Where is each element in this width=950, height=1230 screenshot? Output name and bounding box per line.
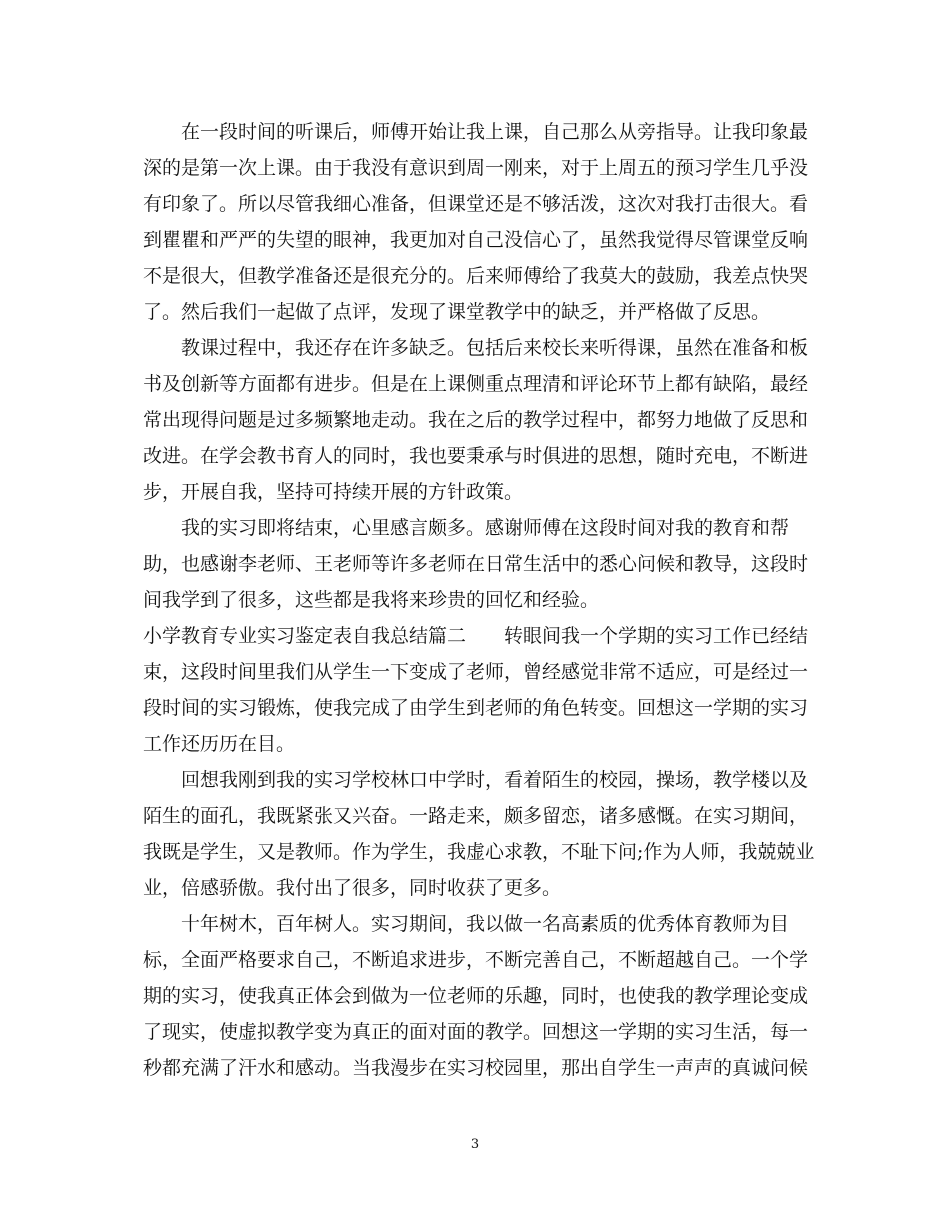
text-line: 步，开展自我，坚持可持续开展的方针政策。 <box>143 481 524 503</box>
text-line: 不是很大，但教学准备还是很充分的。后来师傅给了我莫大的鼓励，我差点快哭 <box>143 265 809 287</box>
text-line: 工作还历历在目。 <box>143 733 296 755</box>
text-line: 有印象了。所以尽管我细心准备，但课堂还是不够活泼，这次对我打击很大。看 <box>143 193 809 215</box>
text-line: 深的是第一次上课。由于我没有意识到周一刚来，对于上周五的预习学生几乎没 <box>143 157 809 179</box>
text-line: 秒都充满了汗水和感动。当我漫步在实习校园里，那出自学生一声声的真诚问候 <box>143 1057 809 1079</box>
section-heading-line: 小学教育专业实习鉴定表自我总结篇二 转眼间我一个学期的实习工作已经结 <box>143 625 809 647</box>
text-line: 间我学到了很多，这些都是我将来珍贵的回忆和经验。 <box>143 589 600 611</box>
text-line: 了。然后我们一起做了点评，发现了课堂教学中的缺乏，并严格做了反思。 <box>143 301 771 323</box>
text-line: 我的实习即将结束，心里感言颇多。感谢师傅在这段时间对我的教育和帮 <box>181 517 790 539</box>
text-line: 常出现得问题是过多频繁地走动。我在之后的教学过程中，都努力地做了反思和 <box>143 409 809 431</box>
text-line: 业，倍感骄傲。我付出了很多，同时收获了更多。 <box>143 877 562 899</box>
text-line: 陌生的面孔，我既紧张又兴奋。一路走来，颇多留恋，诸多感慨。在实习期间， <box>143 805 809 827</box>
page-number: 3 <box>470 1137 480 1152</box>
text-line: 段时间的实习锻炼，使我完成了由学生到老师的角色转变。回想这一学期的实习 <box>143 697 809 719</box>
text-line: 束，这段时间里我们从学生一下变成了老师，曾经感觉非常不适应，可是经过一 <box>143 661 809 683</box>
text-line: 回想我刚到我的实习学校林口中学时，看着陌生的校园，操场，教学楼以及 <box>181 769 809 791</box>
text-line: 期的实习，使我真正体会到做为一位老师的乐趣，同时，也使我的教学理论变成 <box>143 985 809 1007</box>
text-line: 到瞿瞿和严严的失望的眼神，我更加对自己没信心了，虽然我觉得尽管课堂反响 <box>143 229 809 251</box>
text-line: 在一段时间的听课后，师傅开始让我上课，自己那么从旁指导。让我印象最 <box>181 121 809 143</box>
text-line: 助，也感谢李老师、王老师等许多老师在日常生活中的悉心问候和教导，这段时 <box>143 553 809 575</box>
text-line: 我既是学生，又是教师。作为学生，我虚心求教，不耻下问;作为人师，我兢兢业 <box>143 841 815 863</box>
text-line: 标，全面严格要求自己，不断追求进步，不断完善自己，不断超越自己。一个学 <box>143 949 809 971</box>
text-line: 十年树木，百年树人。实习期间，我以做一名高素质的优秀体育教师为目 <box>181 913 790 935</box>
text-line: 书及创新等方面都有进步。但是在上课侧重点理清和评论环节上都有缺陷，最经 <box>143 373 809 395</box>
text-line: 了现实，使虚拟教学变为真正的面对面的教学。回想这一学期的实习生活，每一 <box>143 1021 809 1043</box>
text-line: 改进。在学会教书育人的同时，我也要秉承与时俱进的思想，随时充电，不断进 <box>143 445 809 467</box>
text-line: 教课过程中，我还存在许多缺乏。包括后来校长来听得课，虽然在准备和板 <box>181 337 809 359</box>
